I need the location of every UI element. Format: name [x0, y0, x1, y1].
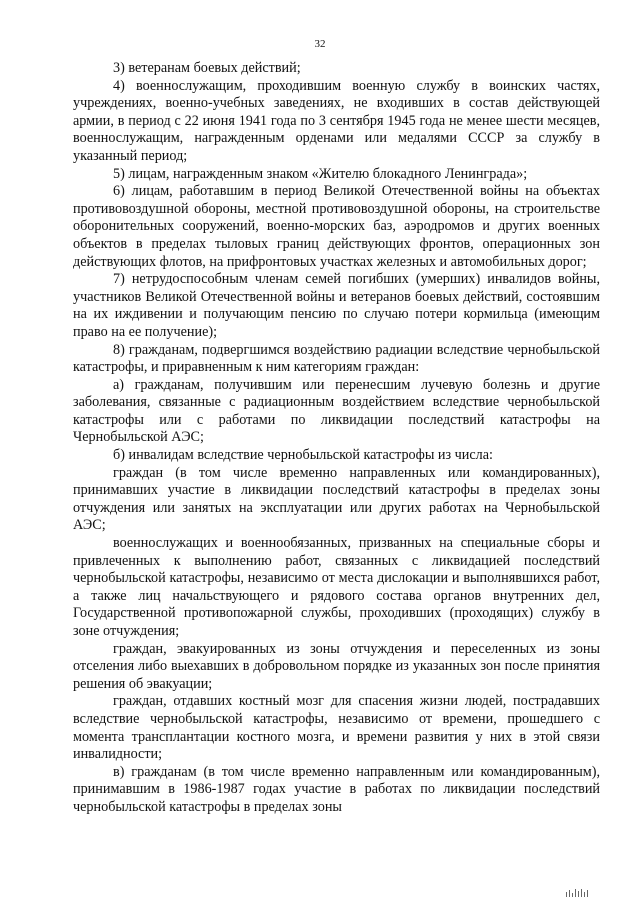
paragraph-b-military-reservists: военнослужащих и военнообязанных, призванных на специальные сборы и привлеченных к выполнению работ, связанных с ликвидацией последствий чернобыльской катастрофы, независимо от места дислокации и выполнявшихся работ, а также лиц начальствующего и рядового состава органов внутренних дел, Государственной противопожарной службы, проходивших (проходящих) службу в зоне отчуждения;: [73, 535, 600, 639]
paragraph-subitem-a: а) гражданам, получившим или перенесшим лучевую болезнь и другие заболевания, связанные с радиационным воздействием вследствие чернобыльской катастрофы или с работами по ликвидации последствий катастрофы на Чернобыльской АЭС;: [73, 376, 600, 446]
paragraph-subitem-v: в) гражданам (в том числе временно направленным или командированным), принимавшим в 1986-1987 годах участие в работах по ликвидации последствий чернобыльской катастрофы в пределах зоны: [73, 763, 600, 815]
paragraph-item-5-leningrad-blockade: 5) лицам, награжденным знаком «Жителю блокадного Ленинграда»;: [113, 165, 528, 182]
paragraph-item-7-family-members: 7) нетрудоспособным членам семей погибших (умерших) инвалидов войны, участников Великой Отечественной войны и ветеранов боевых действий, состоявшим на их иждивении и получающим пенсию по случаю потери кормильца (имеющим право на ее получение);: [73, 271, 600, 340]
barcode-mark: [566, 889, 588, 897]
paragraph-subitem-b: б) инвалидам вследствие чернобыльской катастрофы из числа:: [113, 447, 493, 464]
paragraph-item-6-home-front-workers: 6) лицам, работавшим в период Великой Отечественной войны на объектах противовоздушной обороны, местной противовоздушной обороны, на строительстве оборонительных сооружений, военно-морских баз, аэродромов и других военных объектов в пределах тыловых границ действующих фронтов, операционных зон действующих флотов, на прифронтовых участках железных и автомобильных дорог;: [73, 183, 600, 270]
paragraph-b-liquidators: граждан (в том числе временно направленных или командированных), принимавших участие в ликвидации последствий катастрофы в пределах зоны отчуждения или занятых на эксплуатации или других работах на Чернобыльской АЭС;: [73, 464, 600, 534]
paragraph-item-3-veterans: 3) ветеранам боевых действий;: [113, 60, 301, 76]
paragraph-b-evacuees: граждан, эвакуированных из зоны отчуждения и переселенных из зоны отселения либо выехавших в добровольном порядке из указанных зон после принятия решения об эвакуации;: [73, 640, 600, 692]
paragraph-item-8-radiation: 8) гражданам, подвергшимся воздействию радиации вследствие чернобыльской катастрофы, и приравненным к ним категориям граждан:: [73, 341, 600, 376]
paragraph-b-bone-marrow-donors: граждан, отдавших костный мозг для спасения жизни людей, пострадавших вследствие чернобыльской катастрофы, независимо от времени, прошедшего с момента трансплантации костного мозга, и времени развития у них в этой связи инвалидности;: [73, 693, 600, 763]
paragraph-item-4-military-servicemen: 4) военнослужащим, проходившим военную службу в воинских частях, учреждениях, военно-учебных заведениях, не входивших в состав действующей армии, в период с 22 июня 1941 года по 3 сентября 1945 года не менее шести месяцев, военнослужащим, награжденным орденами или медалями СССР за службу в указанный период;: [73, 77, 600, 164]
page-number: 32: [314, 38, 326, 50]
document-body: [73, 60, 600, 817]
